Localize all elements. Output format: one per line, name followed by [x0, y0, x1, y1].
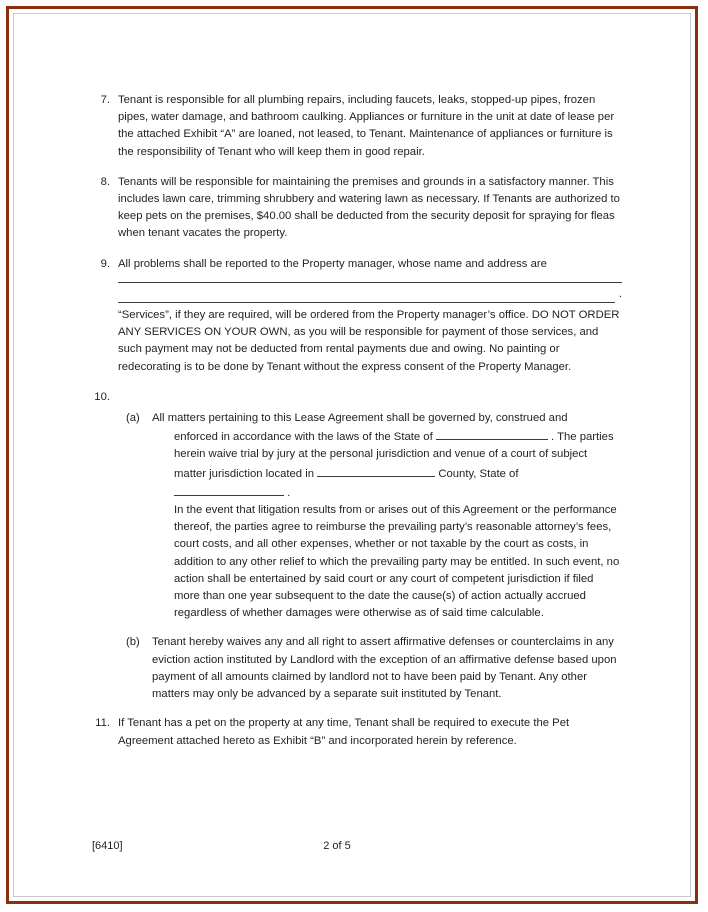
fill-in-line-1[interactable]	[118, 282, 622, 283]
clause-11	[92, 715, 622, 749]
clause-11-text: If Tenant has a pet on the property at any time, Tenant shall be required to execute the Pet Agreement attached hereto as Exhibit “B” and incorporated herein by reference.	[118, 717, 570, 747]
clause-7-text: Tenant is responsible for all plumbing repairs, including faucets, leaks, stopped-up pipes, frozen pipes, water damage, and bathroom caulking. Appliances or furniture in the unit at date of lease per the attached Exhibit “A” are loaned, not leased, to Tenant. Maintenance of appliances or furniture is the responsibility of Tenant who will keep them in good repair.	[118, 94, 615, 158]
clause-9-period: .	[618, 287, 622, 300]
clause-8-number: 8.	[100, 175, 110, 188]
fill-in-line-2-row	[118, 286, 622, 303]
state-blank-1[interactable]	[436, 427, 548, 440]
clause-10a-line4	[174, 464, 622, 502]
footer-page-number: 2 of 5	[323, 840, 351, 852]
clause-10a-line4-post: .	[287, 486, 291, 499]
clause-10b-text: Tenant hereby waives any and all right to assert affirmative defenses or counterclaims in any eviction action instituted by Landlord with the exception of an affirmative defense based upon payment of all amounts claimed by landlord not to have been paid by Tenant. Any other matters may only be advanced by a separate suit instituted by Tenant.	[152, 636, 617, 701]
clause-10a-line4-mid: County, State of	[438, 467, 519, 480]
clause-7	[92, 92, 622, 161]
document-page	[13, 13, 691, 897]
clause-10a-line3: herein waive trial by jury at the personal jurisdiction and venue of a court of subject	[174, 448, 588, 461]
clause-9-services-text: “Services”, if they are required, will be ordered from the Property manager’s office. DO NOT ORDER ANY SERVICES ON YOUR OWN, as you will be responsible for payment of those services, and such payment may not be deducted from rental payments due and owing. No painting or redecorating is to be done by Tenant without the express consent of the Property Manager.	[118, 309, 620, 373]
clause-10-subitems	[126, 410, 622, 703]
clause-10b-label: (b)	[126, 636, 140, 649]
fill-in-line-2[interactable]	[118, 289, 615, 303]
clause-7-number: 7.	[100, 94, 110, 106]
clause-9	[92, 256, 622, 376]
county-blank[interactable]	[317, 464, 435, 477]
clause-10a	[126, 410, 622, 622]
clause-10a-line2	[174, 427, 622, 446]
clause-8-text: Tenants will be responsible for maintaining the premises and grounds in a satisfactory manner. This includes lawn care, trimming shrubbery and watering lawn as necessary. If Tenants are authorized to keep pets on the premises, $40.00 shall be deducted from the security deposit for spraying for fleas when tenant vacates the property.	[118, 175, 620, 240]
clause-10a-line1: All matters pertaining to this Lease Agreement shall be governed by, construed and	[152, 412, 568, 425]
document-page-border	[6, 6, 698, 904]
clause-10a-line2-post: . The parties	[551, 431, 614, 444]
clause-10a-line2-pre: enforced in accordance with the laws of the State of	[174, 431, 433, 444]
clause-11-number: 11.	[95, 717, 110, 730]
clause-8	[92, 174, 622, 243]
clause-9-number: 9.	[100, 257, 110, 270]
clause-10-number: 10.	[94, 390, 110, 403]
clause-10a-line4-pre: matter jurisdiction located in	[174, 467, 315, 480]
clause-10	[92, 389, 622, 406]
clause-9-lead-text: All problems shall be reported to the Property manager, whose name and address are	[118, 257, 547, 270]
document-content	[92, 92, 622, 763]
clause-10b	[126, 634, 622, 703]
state-blank-2[interactable]	[174, 483, 284, 496]
footer-code: [6410]	[92, 840, 123, 852]
clause-10a-rest: In the event that litigation results from or arises out of this Agreement or the performance thereof, the parties agree to reimburse the prevailing party’s reasonable attorney’s fees, court costs, and all other expenses, whether or not taxable by the court as costs, in addition to any other relief to which the prevailing party may be entitled. In such event, no action shall be entertained by said court or any court of competent jurisdiction if filed more than one year subsequent to the date the cause(s) of action actually accrued regardless of whether damages were otherwise as of said time calculable.	[174, 504, 620, 620]
clause-10a-label: (a)	[126, 412, 140, 425]
